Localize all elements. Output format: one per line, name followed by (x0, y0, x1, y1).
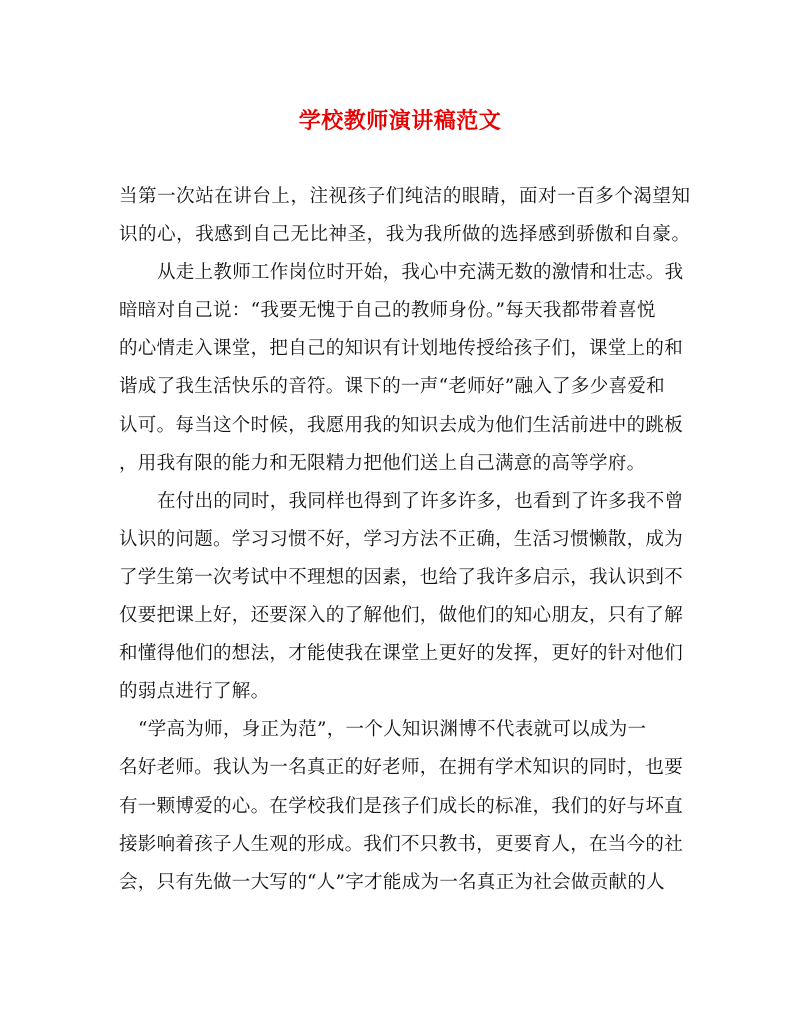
text-line-1: 当第一次站在讲台上，注视孩子们纯洁的眼睛，面对一百多个渴望知 (119, 186, 691, 207)
text-line-7: 认可。每当这个时候，我愿用我的知识去成为他们生活前进中的跳板 (119, 414, 684, 436)
text-line-4: 暗暗对自己说：“我要无愧于自己的教师身份。”每天我都带着喜悦 (119, 300, 656, 322)
document-title: 学校教师演讲稿范文 (298, 108, 502, 134)
document-body (119, 178, 691, 902)
text-line-17: 有一颗博爱的心。在学校我们是孩子们成长的标准，我们的好与坏直 (119, 795, 684, 817)
text-line-18: 接影响着孩子人生观的形成。我们不只教书，更要育人，在当今的社 (119, 833, 684, 855)
text-line-16: 名好老师。我认为一名真正的好老师，在拥有学术知识的同时，也要 (119, 757, 684, 779)
text-line-5: 的心情走入课堂，把自己的知识有计划地传授给孩子们，课堂上的和 (119, 338, 684, 360)
text-line-10: 认识的问题。学习习惯不好，学习方法不正确，生活习惯懒散，成为 (119, 528, 684, 550)
text-line-14: 的弱点进行了解。 (119, 681, 270, 703)
text-line-15: “学高为师，身正为范”，一个人知识渊博不代表就可以成为一 (138, 719, 647, 741)
text-line-13: 和懂得他们的想法，才能使我在课堂上更好的发挥，更好的针对他们 (119, 643, 684, 665)
text-line-3: 从走上教师工作岗位时开始，我心中充满无数的激情和壮志。我 (157, 262, 684, 284)
text-line-6: 谐成了我生活快乐的音符。课下的一声“老师好”融入了多少喜爱和 (119, 376, 665, 398)
text-line-11: 了学生第一次考试中不理想的因素，也给了我许多启示，我认识到不 (119, 566, 684, 588)
text-line-8: ，用我有限的能力和无限精力把他们送上自己满意的高等学府。 (119, 452, 646, 474)
text-line-19: 会，只有先做一大写的“人”字才能成为一名真正为社会做贡献的人 (119, 871, 665, 893)
text-line-2: 识的心，我感到自己无比神圣，我为我所做的选择感到骄傲和自豪。 (119, 224, 691, 246)
text-line-9: 在付出的同时，我同样也得到了许多许多，也看到了许多我不曾 (157, 490, 684, 512)
text-line-12: 仅要把课上好，还要深入的了解他们，做他们的知心朋友，只有了解 (119, 605, 684, 627)
